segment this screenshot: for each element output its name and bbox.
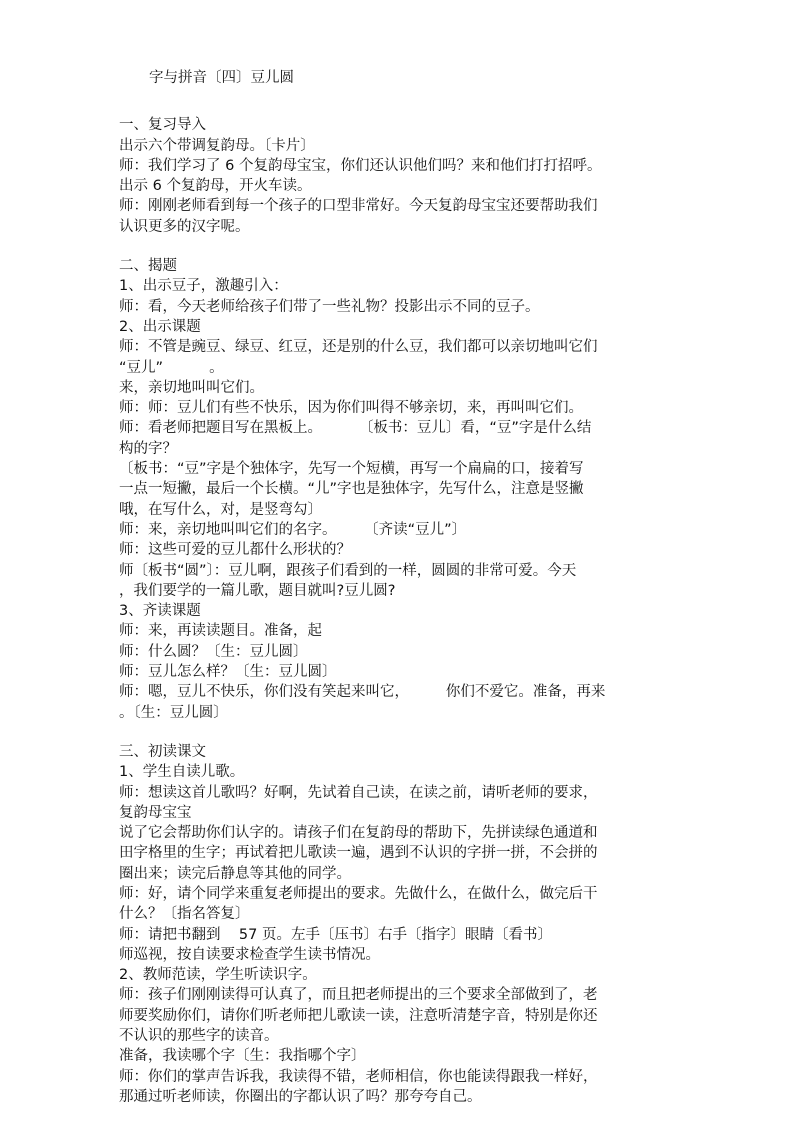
blank-line: [119, 723, 639, 742]
text-line: 说了它会帮助你们认字的。请孩子们在复韵母的帮助下，先拼读绿色通道和: [119, 825, 598, 842]
text-line: 哦，在写什么，对，是竖弯勾〕: [119, 501, 322, 518]
text-line: 一、复习导入: [119, 117, 206, 134]
text-line: 师：你们的掌声告诉我，我读得不错，老师相信，你也能读得跟我一样好，: [119, 1068, 598, 1085]
text-line: 师：请把书翻到 57 页。左手〔压书〕右手〔指字〕眼睛〔看书〕: [119, 926, 552, 943]
text-line: 师：这些可爱的豆儿都什么形状的？: [119, 542, 351, 559]
text-line: 构的字？: [119, 440, 177, 457]
text-line: 一点一短撇，最后一个长横。“儿”字也是独体字，先写什么，注意是竖撇: [119, 481, 584, 498]
blank-line: [119, 237, 639, 256]
text-line: 准备，我读哪个字〔生：我指哪个字〕: [119, 1048, 366, 1065]
text-line: 出示 6 个复韵母，开火车读。: [119, 178, 312, 195]
text-line: 三、初读课文: [119, 743, 206, 760]
text-line: 师：想读这首儿歌吗？好啊，先试着自己读，在读之前，请听老师的要求，: [119, 784, 598, 801]
text-line: ，我们要学的一篇儿歌，题目就叫?豆儿圆?: [119, 582, 396, 599]
text-line: 师：来，亲切地叫叫它们的名字。 〔齐读“豆儿”〕: [119, 521, 467, 538]
text-line: 师：孩子们刚刚读得可认真了，而且把老师提出的三个要求全部做到了，老: [119, 987, 598, 1004]
text-line: 3、齐读课题: [119, 603, 201, 620]
text-line: 师：看老师把题目写在黑板上。 〔板书：豆儿〕看，“豆”字是什么结: [119, 420, 592, 437]
text-line: 师：嗯，豆儿不快乐，你们没有笑起来叫它， 你们不爱它。准备，再来: [119, 684, 606, 701]
text-line: 不认识的那些字的读音。: [119, 1028, 279, 1045]
text-line: 师：来，再读读题目。准备，起: [119, 623, 322, 640]
text-line: 。〔生：豆儿圆〕: [119, 704, 228, 721]
text-line: 师：我们学习了 6 个复韵母宝宝，你们还认识他们吗？来和他们打打招呼。: [119, 157, 602, 174]
text-line: 那通过听老师读，你圈出的字都认识了吗？那夸夸自己。: [119, 1088, 482, 1105]
text-line: 复韵母宝宝: [119, 804, 192, 821]
text-line: 田字格里的生字；再试着把儿歌读一遍，遇到不认识的字拼一拼，不会拼的: [119, 845, 598, 862]
text-line: 2、教师范读，学生听读识字。: [119, 967, 317, 984]
text-line: 师：刚刚老师看到每一个孩子的口型非常好。今天复韵母宝宝还要帮助我们: [119, 198, 598, 215]
text-line: 圈出来；读完后静息等其他的同学。: [119, 865, 351, 882]
text-line: 师要奖励你们，请你们听老师把儿歌读一读，注意听清楚字音，特别是你还: [119, 1007, 598, 1024]
text-line: 出示六个带调复韵母。〔卡片〕: [119, 137, 315, 154]
text-line: 二、揭题: [119, 258, 177, 275]
text-line: 认识更多的汉字呢。: [119, 218, 250, 235]
text-line: 师：不管是豌豆、绿豆、红豆，还是别的什么豆，我们都可以亲切地叫它们: [119, 339, 598, 356]
document-page: [119, 68, 639, 1107]
text-line: 师：什么圆？〔生：豆儿圆〕: [119, 643, 308, 660]
document-title: 字与拼音〔四〕豆儿圆: [149, 70, 294, 86]
text-line: 师：豆儿怎么样？〔生：豆儿圆〕: [119, 664, 337, 681]
text-line: 1、出示豆子，激趣引入：: [119, 278, 288, 295]
text-line: 师〔板书“圆”〕：豆儿啊，跟孩子们看到的一样，圆圆的非常可爱。今天: [119, 562, 577, 579]
text-line: 师：看，今天老师给孩子们带了一些礼物？投影出示不同的豆子。: [119, 298, 540, 315]
text-line: 师：好，请个同学来重复老师提出的要求。先做什么，在做什么，做完后干: [119, 885, 598, 902]
text-line: 什么？〔指名答复〕: [119, 906, 250, 923]
text-line: 来，亲切地叫叫它们。: [119, 379, 264, 396]
document-body: [119, 115, 639, 1107]
text-line: 师巡视，按自读要求检查学生读书情况。: [119, 946, 380, 963]
text-line: 2、出示课题: [119, 318, 201, 335]
text-line: 〔板书：“豆”字是个独体字，先写一个短横，再写一个扁扁的口，接着写: [119, 461, 584, 478]
text-line: 1、学生自读儿歌。: [119, 764, 245, 781]
text-line: “豆儿” 。: [119, 359, 224, 376]
text-line: 师：师：豆儿们有些不快乐，因为你们叫得不够亲切，来，再叫叫它们。: [119, 400, 583, 417]
